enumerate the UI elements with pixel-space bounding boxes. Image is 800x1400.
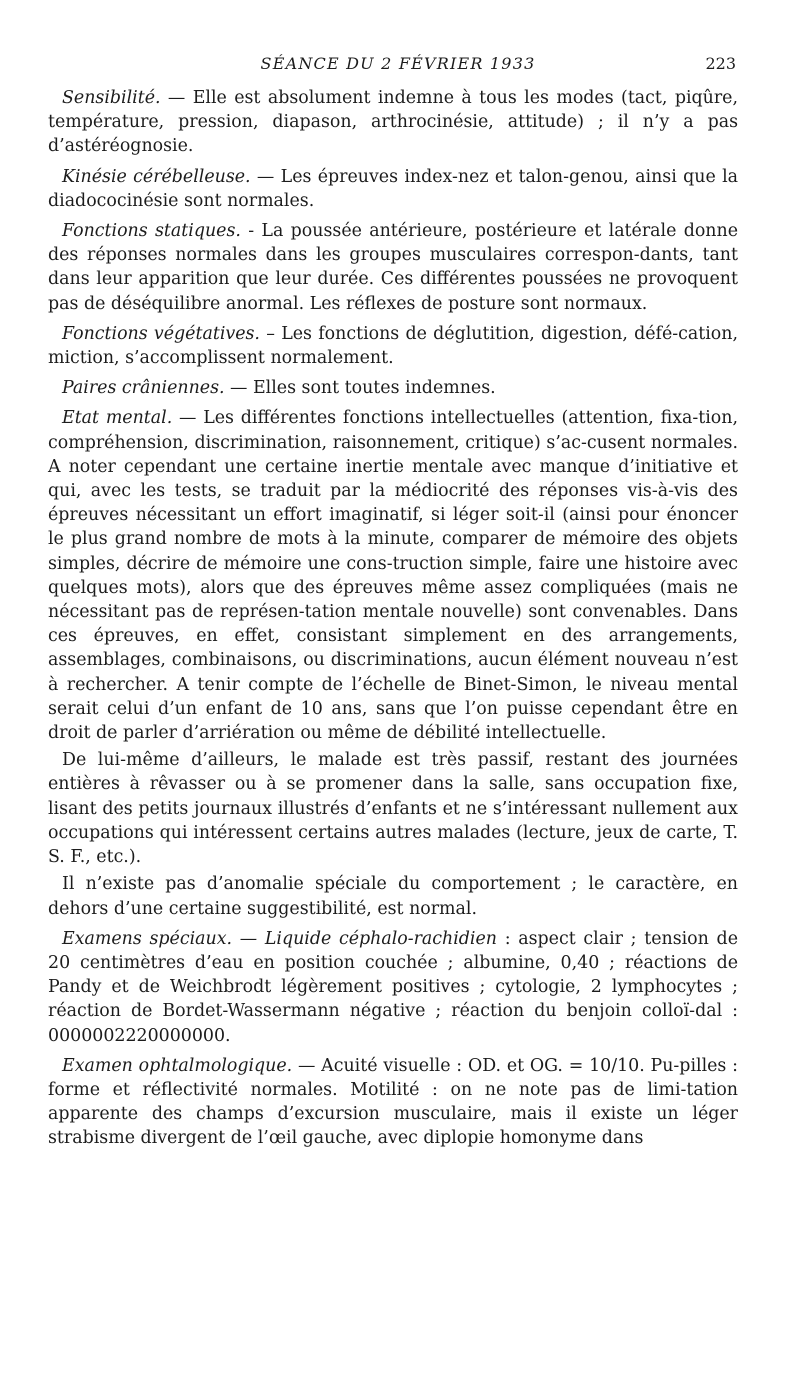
paragraph-lead: Examens spéciaux. — Liquide céphalo-rachidien [62,928,497,949]
paragraph-lead: Sensibilité. [62,88,161,108]
paragraph-fonctions-statiques [48,219,738,316]
paragraph-text: — Elles sont toutes indemnes. [224,378,496,399]
running-header [56,54,740,82]
paragraph-kinesie [48,165,738,213]
paragraph-examens-speciaux [48,927,738,1048]
paragraph-sensibilite [48,86,738,159]
paragraph-lead: Fonctions végétatives. [62,323,260,344]
page-number: 223 [705,54,736,73]
paragraph-text: — Acuité visuelle : OD. et OG. = 10/10. Pu-pilles : forme et réflectivité normales. Motilité : on ne note pas de limi-tation apparente des champs d’excursion musculaire, mais il existe un léger strabisme divergent de l’œil gauche, avec diplopie homonyme dans [48,1055,738,1149]
paragraph-text: — Les épreuves index-nez et talon-genou, ainsi que la diadococinésie sont normales. [48,166,738,211]
paragraph-examen-ophtalmologique [48,1054,738,1151]
paragraph-comportement [48,748,738,869]
paragraph-lead: Examen ophtalmologique. [62,1055,293,1076]
paragraph-text: : aspect clair ; tension de 20 centimètres d’eau en position couchée ; albumine, 0,40 ; réactions de Pandy et de Weichbrodt légèrement positives ; cytologie, 2 lymphocytes ; réaction de Bordet-Wassermann négative ; réaction du benjoin colloï-dal : 0000002220000000. [48,928,738,1046]
paragraph-text: - La poussée antérieure, postérieure et latérale donne des réponses normales dans les groupes musculaires correspon-dants, tant dans leur apparition que leur durée. Ces différentes poussées ne provoquent pas de déséquilibre anormal. Les réflexes de posture sont normaux. [48,221,738,314]
paragraph-lead: Etat mental. [62,408,173,429]
paragraph-text: De lui-même d’ailleurs, le malade est très passif, restant des journées entières à rêvasser ou à se promener dans la salle, sans occupation fixe, lisant des petits journaux illustrés d’enfants et ne s’intéressant nullement aux occupations qui intéressent certains autres malades (lecture, jeux de carte, T. S. F., etc.). [48,750,738,868]
paragraph-text: — Les différentes fonctions intellectuelles (attention, fixa-tion, compréhension, discrimination, raisonnement, critique) s’ac-cusent normales. A noter cependant une certaine inertie mentale avec manque d’initiative et qui, avec les tests, se traduit par la médiocrité des réponses vis-à-vis des épreuves nécessitant un effort imaginatif, si léger soit-il (ainsi pour énoncer le plus grand nombre de mots à la minute, comparer de mémoire des objets simples, décrire de mémoire une cons-truction simple, faire une histoire avec quelques mots), alors que des épreuves même assez compliquées (mais ne nécessitant pas de représen-tation mentale nouvelle) sont convenables. Dans ces épreuves, en effet, consistant simplement en des arrangements, assemblages, combinaisons, ou discriminations, aucun élément nouveau n’est à rechercher. A tenir compte de l’échelle de Binet-Simon, le niveau mental serait celui d’un enfant de 10 ans, sans que l’on puisse cependant être en droit de parler d’arriération ou même de débilité intellectuelle. [48,408,738,744]
paragraph-anomalie [48,872,738,920]
paragraph-text: – Les fonctions de déglutition, digestion, défé-cation, miction, s’accomplissent normalement. [48,323,739,369]
paragraph-lead: Fonctions statiques. [62,221,241,242]
paragraph-etat-mental [48,406,738,745]
paragraph-lead: Kinésie cérébelleuse. [62,166,251,187]
paragraph-paires-craniennes [48,376,738,400]
paragraph-fonctions-vegetatives [48,322,738,370]
running-title: SÉANCE DU 2 FÉVRIER 1933 [260,54,536,73]
paragraph-text: — Elle est absolument indemne à tous les modes (tact, piqûre, température, pression, diapason, arthrocinésie, attitude) ; il n’y a pas d’astéréognosie. [48,88,738,157]
paragraph-lead: Paires crâniennes. [62,378,225,399]
paragraph-text: Il n’existe pas d’anomalie spéciale du comportement ; le caractère, en dehors d’une certaine suggestibilité, est normal. [48,874,738,919]
body-text [48,86,738,1151]
